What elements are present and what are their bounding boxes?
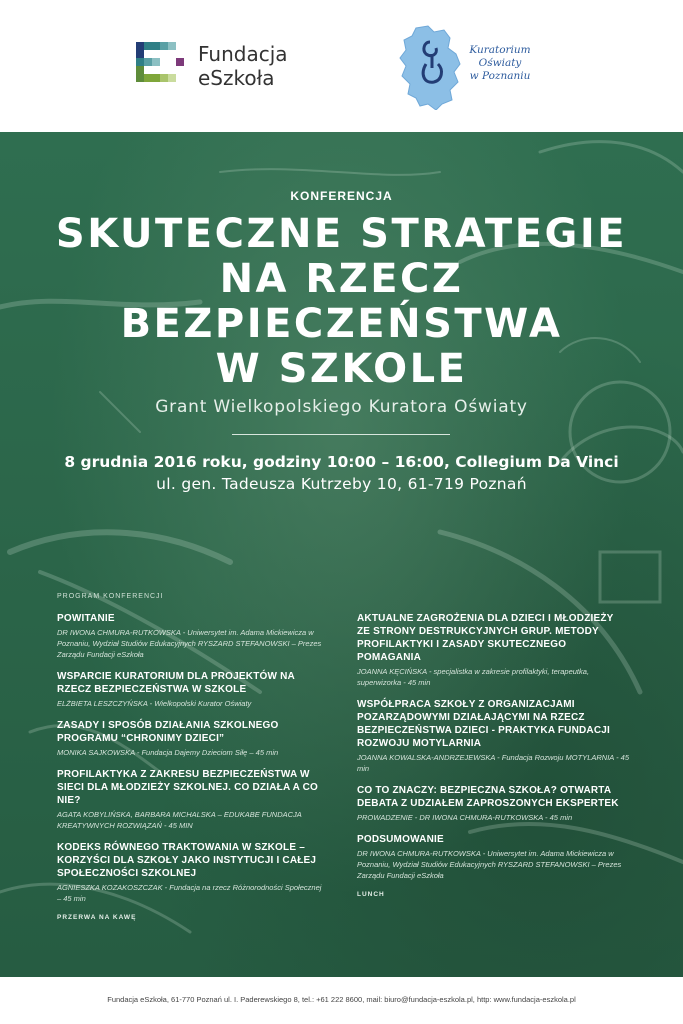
title-line-4: W SZKOLE [215, 346, 468, 392]
logo-right-line3: w Poznaniu [469, 70, 531, 82]
title-line-2: NA RZECZ [219, 256, 464, 302]
program-item [57, 841, 327, 904]
program-item [357, 698, 629, 774]
program-item [357, 612, 629, 688]
program-item-title: KODEKS RÓWNEGO TRAKTOWANIA W SZKOLE – KORZYŚCI DLA SZKOŁY JAKO INSTYTUCJI I CAŁEJ SPOŁECZNOŚCI SZKOLNEJ [57, 842, 317, 879]
program-label: PROGRAM KONFERENCJI [57, 593, 164, 600]
program-item-title: WSPÓŁPRACA SZKOŁY Z ORGANIZACJAMI POZARZĄDOWYMI DZIAŁAJĄCYMI NA RZECZ BEZPIECZEŃSTWA DZIECI - PRAKTYKA FUNDACJI ROZWOJU MOTYLARNIA [357, 699, 611, 749]
conference-kicker: KONFERENCJA [290, 189, 393, 203]
program-item-speaker: DR IWONA CHMURA-RUTKOWSKA - Uniwersytet im. Adama Mickiewicza w Poznaniu, Wydział Studiów Edukacyjnych RYSZARD STEFANOWSKI – Prezes Zarządu Fundacji eSzkoła [357, 849, 622, 880]
event-date-time-venue: 8 grudnia 2016 roku, godziny 10:00 – 16:00, Collegium Da Vinci [64, 453, 619, 471]
program-item [357, 784, 629, 823]
conference-title [20, 212, 663, 392]
eszkola-mark-icon [136, 42, 184, 90]
fundacja-eszkola-logo [136, 42, 306, 92]
program-item-title: CO TO ZNACZY: BEZPIECZNA SZKOŁA? OTWARTA DEBATA Z UDZIAŁEM ZAPROSZONYCH EKSPERTEK [357, 785, 619, 809]
logo-right-line2: Oświaty [478, 57, 522, 69]
program-item [57, 719, 327, 758]
program-column-left [57, 612, 327, 921]
logo-left-line2: eSzkoła [198, 66, 275, 90]
program-item [57, 612, 327, 660]
footer [0, 977, 683, 1024]
program-column-right [357, 612, 629, 898]
program-item-title: PODSUMOWANIE [357, 834, 444, 845]
lunch-label: LUNCH [357, 891, 385, 898]
program-item-title: POWITANIE [57, 613, 115, 624]
coffee-break-label: PRZERWA NA KAWĘ [57, 914, 137, 921]
divider-line [232, 434, 450, 435]
kuratorium-logo [398, 24, 548, 114]
event-address: ul. gen. Tadeusza Kutrzeby 10, 61-719 Poznań [156, 475, 527, 493]
program-item-speaker: MONIKA SAJKOWSKA - Fundacja Dajemy Dzieciom Siłę – 45 min [57, 748, 279, 757]
chalkboard-background [0, 132, 683, 977]
program-item-speaker: AGATA KOBYLIŃSKA, BARBARA MICHALSKA – EDUKABE FUNDACJA KREATYWNYCH ROZWIĄZAŃ - 45 MIN [57, 810, 302, 830]
grant-subtitle: Grant Wielkopolskiego Kuratora Oświaty [155, 397, 528, 417]
program-item [357, 833, 629, 881]
program-item [57, 768, 327, 831]
program-item-speaker: AGNIESZKA KOZAKOSZCZAK - Fundacja na rzecz Różnorodności Społecznej – 45 min [57, 883, 322, 903]
program-item-title: AKTUALNE ZAGROŻENIA DLA DZIECI I MŁODZIEŻY ZE STRONY DESTRUKCYJNYCH GRUP. METODY PROFILAKTYKI I ZASADY SKUTECZNEGO POMAGANIA [357, 613, 614, 663]
program-item-speaker: DR IWONA CHMURA-RUTKOWSKA - Uniwersytet im. Adama Mickiewicza w Poznaniu, Wydział Studiów Edukacyjnych RYSZARD STEFANOWSKI – Prezes Zarządu Fundacji eSzkoła [57, 628, 322, 659]
header [0, 0, 683, 132]
wielkopolska-map-icon [398, 24, 466, 110]
program-item-title: PROFILAKTYKA Z ZAKRESU BEZPIECZEŃSTWA W SIECI DLA MŁODZIEŻY SZKOLNEJ. CO DZIAŁA A CO NIE? [57, 769, 319, 806]
program-item-title: WSPARCIE KURATORIUM DLA PROJEKTÓW NA RZECZ BEZPIECZEŃSTWA W SZKOLE [57, 671, 295, 695]
title-line-3: BEZPIECZEŃSTWA [120, 301, 563, 347]
program-item-speaker: JOANNA KĘCIŃSKA - specjalistka w zakresie profilaktyki, terapeutka, superwizorka - 45 min [357, 667, 590, 687]
program-item [57, 670, 327, 709]
footer-contact-text: Fundacja eSzkoła, 61-770 Poznań ul. I. Paderewskiego 8, tel.: +61 222 8600, mail: biuro@fundacja-eszkola.pl, http: www.fundacja-eszkola.pl [107, 995, 576, 1004]
logo-right-line1: Kuratorium [469, 44, 531, 56]
program-item-speaker: JOANNA KOWALSKA-ANDRZEJEWSKA - Fundacja Rozwoju MOTYLARNIA - 45 min [357, 753, 630, 773]
title-line-1: SKUTECZNE STRATEGIE [55, 211, 628, 257]
program-item-speaker: PROWADZENIE - DR IWONA CHMURA-RUTKOWSKA - 45 min [357, 813, 573, 822]
logo-left-line1: Fundacja [198, 42, 288, 66]
program-item-title: ZASADY I SPOSÓB DZIAŁANIA SZKOLNEGO PROGRAMU “CHRONIMY DZIECI” [57, 720, 279, 744]
program-item-speaker: ELŻBIETA LESZCZYŃSKA - Wielkopolski Kurator Oświaty [57, 699, 252, 708]
